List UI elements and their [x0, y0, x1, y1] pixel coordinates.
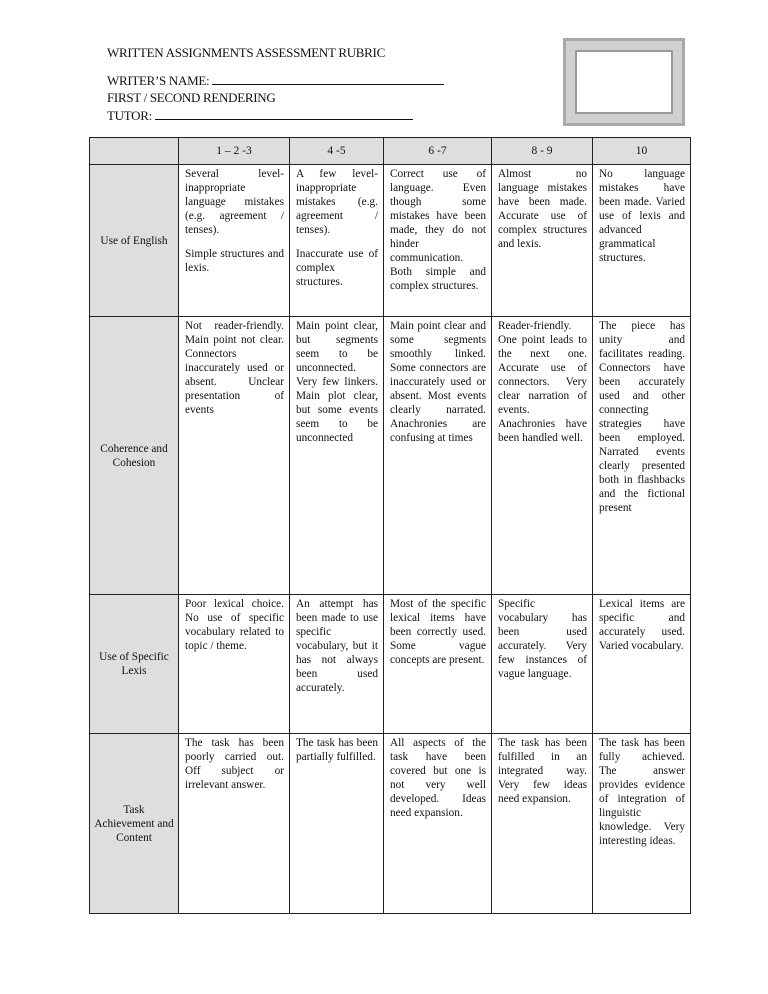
descriptor-cell	[492, 734, 593, 914]
criterion-label: Coherence and Cohesion	[90, 317, 179, 595]
descriptor-text: Inaccurate use of complex structures.	[296, 248, 378, 288]
tutor-field[interactable]	[155, 107, 413, 120]
descriptor-text: Main point clear and some segments smoothly linked. Some connectors are inaccurately used or absent. Most events clearly narrated. Anachronies are confusing at times	[390, 320, 486, 444]
descriptor-text: Main point clear, but segments seem to be unconnected. Very few linkers. Main plot clear, but some events seem to be unconnected	[296, 320, 378, 444]
tutor-line	[107, 107, 413, 124]
descriptor-text: No language mistakes have been made. Varied use of lexis and advanced grammatical structures.	[599, 168, 685, 264]
criterion-label: Use of Specific Lexis	[90, 595, 179, 734]
descriptor-text: Simple structures and lexis.	[185, 248, 284, 274]
writer-name-field[interactable]	[212, 72, 444, 85]
descriptor-text: Specific vocabulary has been used accurately. Very few instances of vague language.	[498, 598, 587, 680]
criterion-label: Use of English	[90, 165, 179, 317]
tutor-label: TUTOR:	[107, 108, 152, 123]
descriptor-cell	[290, 165, 384, 317]
descriptor-cell	[593, 595, 691, 734]
rubric-row-task-achievement	[90, 734, 691, 914]
descriptor-text: Most of the specific lexical items have been correctly used. Some vague concepts are present.	[390, 598, 486, 666]
descriptor-cell	[492, 317, 593, 595]
writer-name-label: WRITER’S NAME:	[107, 73, 210, 88]
descriptor-text: Correct use of language. Even though some mistakes have been made, they do not hinder communication. Both simple and complex structures.	[390, 168, 486, 292]
descriptor-text: Almost no language mistakes have been made. Accurate use of complex structures and lexis.	[498, 168, 587, 250]
descriptor-cell	[593, 734, 691, 914]
descriptor-text: Lexical items are specific and accurately used. Varied vocabulary.	[599, 598, 685, 652]
score-column-header: 4 -5	[290, 138, 384, 165]
rubric-table	[89, 137, 691, 914]
rubric-row-use-of-english	[90, 165, 691, 317]
descriptor-text: All aspects of the task have been covered but one is not very well developed. Ideas need expansion.	[390, 737, 486, 819]
corner-cell	[90, 138, 179, 165]
descriptor-cell	[290, 595, 384, 734]
descriptor-cell	[179, 595, 290, 734]
score-column-header: 10	[593, 138, 691, 165]
score-column-header: 6 -7	[384, 138, 492, 165]
descriptor-cell	[290, 317, 384, 595]
descriptor-cell	[593, 317, 691, 595]
descriptor-text: The task has been fulfilled in an integrated way. Very few ideas need expansion.	[498, 737, 587, 805]
descriptor-cell	[384, 317, 492, 595]
criterion-label: Task Achievement and Content	[90, 734, 179, 914]
descriptor-text: A few level-inappropriate mistakes (e.g. agreement / tenses).	[296, 168, 378, 236]
photo-placeholder	[563, 38, 685, 126]
descriptor-text: Not reader-friendly. Main point not clear. Connectors inaccurately used or absent. Unclear presentation of events	[185, 320, 284, 416]
descriptor-cell	[179, 165, 290, 317]
descriptor-text: The task has been fully achieved. The answer provides evidence of integration of linguistic knowledge. Very interesting ideas.	[599, 737, 685, 847]
writer-name-line	[107, 72, 444, 89]
rubric-header-row	[90, 138, 691, 165]
descriptor-cell	[492, 595, 593, 734]
score-column-header: 1 – 2 -3	[179, 138, 290, 165]
descriptor-cell	[492, 165, 593, 317]
rendering-line: FIRST / SECOND RENDERING	[107, 90, 276, 105]
descriptor-cell	[179, 734, 290, 914]
score-column-header: 8 - 9	[492, 138, 593, 165]
descriptor-cell	[384, 165, 492, 317]
rubric-row-coherence-cohesion	[90, 317, 691, 595]
descriptor-text: The task has been partially fulfilled.	[296, 737, 378, 763]
descriptor-text: An attempt has been made to use specific vocabulary, but it has not always been used accurately.	[296, 598, 378, 694]
descriptor-text: Poor lexical choice. No use of specific vocabulary related to topic / theme.	[185, 598, 284, 652]
descriptor-text: The task has been poorly carried out. Off subject or irrelevant answer.	[185, 737, 284, 791]
descriptor-cell	[290, 734, 384, 914]
descriptor-text: Several level-inappropriate language mistakes (e.g. agreement / tenses).	[185, 168, 284, 236]
descriptor-text: The piece has unity and facilitates reading. Connectors have been accurately used and other connecting strategies have been employed. Narrated events clearly presented both in flashbacks and the fictional present	[599, 320, 685, 514]
descriptor-cell	[593, 165, 691, 317]
document-title: WRITTEN ASSIGNMENTS ASSESSMENT RUBRIC	[107, 45, 385, 60]
descriptor-cell	[384, 734, 492, 914]
descriptor-cell	[384, 595, 492, 734]
descriptor-cell	[179, 317, 290, 595]
descriptor-text: Reader-friendly. One point leads to the next one. Accurate use of connectors. Very clear narration of events. Anachronies have been handled well.	[498, 320, 587, 444]
rubric-row-specific-lexis	[90, 595, 691, 734]
